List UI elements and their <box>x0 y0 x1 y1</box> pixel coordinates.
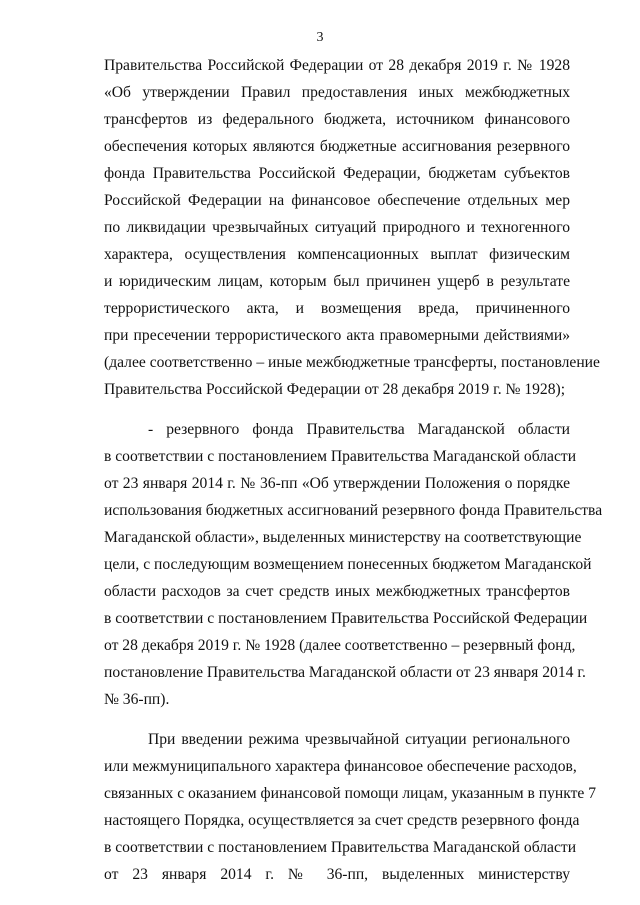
text-line: от 23 января 2014 г. № 36-пп, выделенных министерству <box>104 866 570 883</box>
text-line: в соответствии с постановлением Правительства Магаданской области <box>104 839 577 856</box>
text-line: Правительства Российской Федерации от 28 декабря 2019 г. № 1928); <box>104 381 566 398</box>
text-line: в соответствии с постановлением Правительства Российской Федерации <box>104 610 588 627</box>
text-line: связанных с оказанием финансовой помощи лицам, указанным в пункте 7 <box>104 785 597 802</box>
text-line: и юридическим лицам, которым был причинен ущерб в результате <box>104 273 570 290</box>
text-line: (далее соответственно – иные межбюджетные трансферты, постановление <box>104 354 600 371</box>
text-line: постановление Правительства Магаданской области от 23 января 2014 г. <box>104 664 586 681</box>
text-line: цели, с последующим возмещением понесенных бюджетом Магаданской <box>104 556 592 573</box>
text-line: настоящего Порядка, осуществляется за счет средств резервного фонда <box>104 812 580 829</box>
text-line: характера, осуществления компенсационных выплат физическим <box>104 246 570 263</box>
text-line: обеспечения которых являются бюджетные ассигнования резервного <box>104 138 570 155</box>
text-line: «Об утверждении Правил предоставления иных межбюджетных <box>104 84 570 101</box>
text-line: террористического акта, и возмещения вреда, причиненного <box>104 300 570 317</box>
text-line: или межмуниципального характера финансовое обеспечение расходов, <box>104 758 577 775</box>
text-line: № 36-пп). <box>104 691 170 708</box>
text-line: области расходов за счет средств иных межбюджетных трансфертов <box>104 583 570 600</box>
text-line: при пресечении террористического акта правомерными действиями» <box>104 327 570 344</box>
text-line: Магаданской области», выделенных министерству на соответствующие <box>104 529 582 546</box>
text-line: от 28 декабря 2019 г. № 1928 (далее соответственно – резервный фонд, <box>104 637 576 654</box>
text-line: использования бюджетных ассигнований резервного фонда Правительства <box>104 502 603 519</box>
text-line: фонда Правительства Российской Федерации, бюджетам субъектов <box>104 165 570 182</box>
text-line: - резервного фонда Правительства Магаданской области <box>148 421 570 438</box>
text-line: в соответствии с постановлением Правительства Магаданской области <box>104 448 577 465</box>
text-line: Правительства Российской Федерации от 28 декабря 2019 г. № 1928 <box>104 57 570 74</box>
text-line: от 23 января 2014 г. № 36-пп «Об утверждении Положения о порядке <box>104 475 570 492</box>
page-number: 3 <box>316 30 324 45</box>
text-line: При введении режима чрезвычайной ситуации регионального <box>148 731 570 748</box>
text-line: трансфертов из федерального бюджета, источником финансового <box>104 111 570 128</box>
text-line: Российской Федерации на финансовое обеспечение отдельных мер <box>104 192 570 209</box>
text-line: по ликвидации чрезвычайных ситуаций природного и техногенного <box>104 219 570 236</box>
